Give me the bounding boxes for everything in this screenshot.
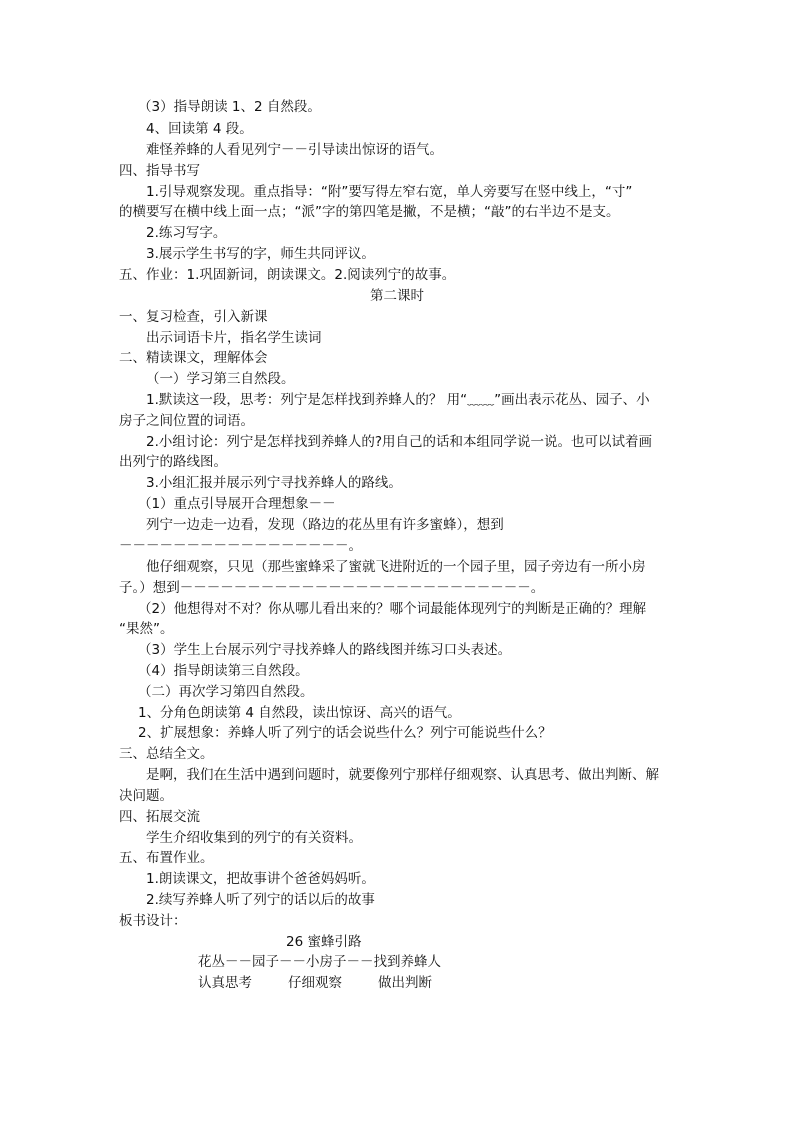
line-practice: 2.练习写字。 bbox=[146, 225, 227, 241]
line-observe-1: 1.引导观察发现。重点指导：“附”要写得左窄右宽，单人旁要写在竖中线上，“寸” bbox=[146, 184, 633, 200]
heading-1-review: 一、复习检查，引入新课 bbox=[119, 309, 268, 325]
line-observe-2: 的横要写在横中线上面一点；“派”字的第四笔是撇，不是横；“敲”的右半边不是支。 bbox=[119, 204, 620, 220]
line-reread-4: 4、回读第 4 段。 bbox=[146, 121, 253, 137]
heading-3-summary: 三、总结全文。 bbox=[119, 746, 214, 762]
heading-4-writing: 四、指导书写 bbox=[119, 163, 200, 179]
section-title-second-lesson: 第二课时 bbox=[370, 288, 424, 304]
line-surprise-tone: 难怪养蜂的人看见列宁－－引导读出惊讶的语气。 bbox=[146, 142, 443, 158]
line-right-thought-1: （2）他想得对不对？你从哪儿看出来的？哪个词最能体现列宁的判断是正确的？理解 bbox=[138, 601, 647, 617]
line-observe-garden-2: 子。）想到－－－－－－－－－－－－－－－－－－－－－－－－－－。 bbox=[119, 580, 545, 596]
line-observe-garden-1: 他仔细观察，只见（那些蜜蜂采了蜜就飞进附近的一个园子里，园子旁边有一所小房 bbox=[146, 559, 646, 575]
line-group-discuss-1: 2.小组讨论：列宁是怎样找到养蜂人的?用自己的话和本组同学说一说。也可以试着画 bbox=[146, 434, 653, 450]
line-hw-1: 1.朗读课文，把故事讲个爸爸妈妈听。 bbox=[146, 871, 375, 887]
board-keyword-1: 认真思考 bbox=[198, 975, 252, 991]
line-extend-imagine: 2、扩展想象：养蜂人听了列宁的话会说些什么？列宁可能说些什么？ bbox=[138, 725, 552, 741]
board-keyword-2: 仔细观察 bbox=[288, 975, 342, 991]
line-show-writing: 3.展示学生书写的字，师生共同评议。 bbox=[146, 246, 375, 262]
line-silent-read-2: 房子之间位置的词语。 bbox=[119, 413, 254, 429]
line-board-design-label: 板书设计： bbox=[119, 913, 187, 929]
board-title: 26 蜜蜂引路 bbox=[286, 934, 362, 950]
line-guide-read-1-2: （3）指导朗读 1、2 自然段。 bbox=[138, 99, 321, 115]
line-role-reading: 1、分角色朗读第 4 自然段，读出惊讶、高兴的语气。 bbox=[138, 705, 461, 721]
line-blank-1: －－－－－－－－－－－－－－－－－。 bbox=[119, 538, 362, 554]
line-study-para-4: （二）再次学习第四自然段。 bbox=[138, 684, 314, 700]
line-lenin-walks: 列宁一边走一边看，发现（路边的花丛里有许多蜜蜂），想到 bbox=[146, 517, 504, 533]
line-summary-2: 决问题。 bbox=[119, 788, 173, 804]
line-group-report: 3.小组汇报并展示列宁寻找养蜂人的路线。 bbox=[146, 475, 402, 491]
line-imagine-heading: （1）重点引导展开合理想象－－ bbox=[138, 496, 336, 512]
line-student-introduce: 学生介绍收集到的列宁的有关资料。 bbox=[146, 830, 362, 846]
board-route: 花丛－－园子－－小房子－－找到养蜂人 bbox=[198, 954, 441, 970]
line-word-cards: 出示词语卡片，指名学生读词 bbox=[146, 330, 322, 346]
line-group-discuss-2: 出列宁的路线图。 bbox=[119, 454, 227, 470]
line-right-thought-2: “果然”。 bbox=[119, 621, 174, 637]
heading-2-close-reading: 二、精读课文，理解体会 bbox=[119, 350, 268, 366]
heading-5-homework: 五、作业：1.巩固新词，朗读课文。2.阅读列宁的故事。 bbox=[119, 267, 456, 283]
line-silent-read-1: 1.默读这一段，思考：列宁是怎样找到养蜂人的？ 用“﹏﹏”画出表示花丛、园子、小 bbox=[146, 392, 650, 408]
heading-5-assign-homework: 五、布置作业。 bbox=[119, 850, 214, 866]
heading-4-exchange: 四、拓展交流 bbox=[119, 809, 200, 825]
line-guide-read-para-3: （4）指导朗读第三自然段。 bbox=[138, 663, 309, 679]
line-study-para-3: （一）学习第三自然段。 bbox=[146, 371, 295, 387]
line-summary-1: 是啊，我们在生活中遇到问题时，就要像列宁那样仔细观察、认真思考、做出判断、解 bbox=[146, 767, 659, 783]
line-hw-2: 2.续写养蜂人听了列宁的话以后的故事 bbox=[146, 892, 375, 908]
board-keyword-3: 做出判断 bbox=[378, 975, 432, 991]
line-student-show-route: （3）学生上台展示列宁寻找养蜂人的路线图并练习口头表述。 bbox=[138, 642, 512, 658]
